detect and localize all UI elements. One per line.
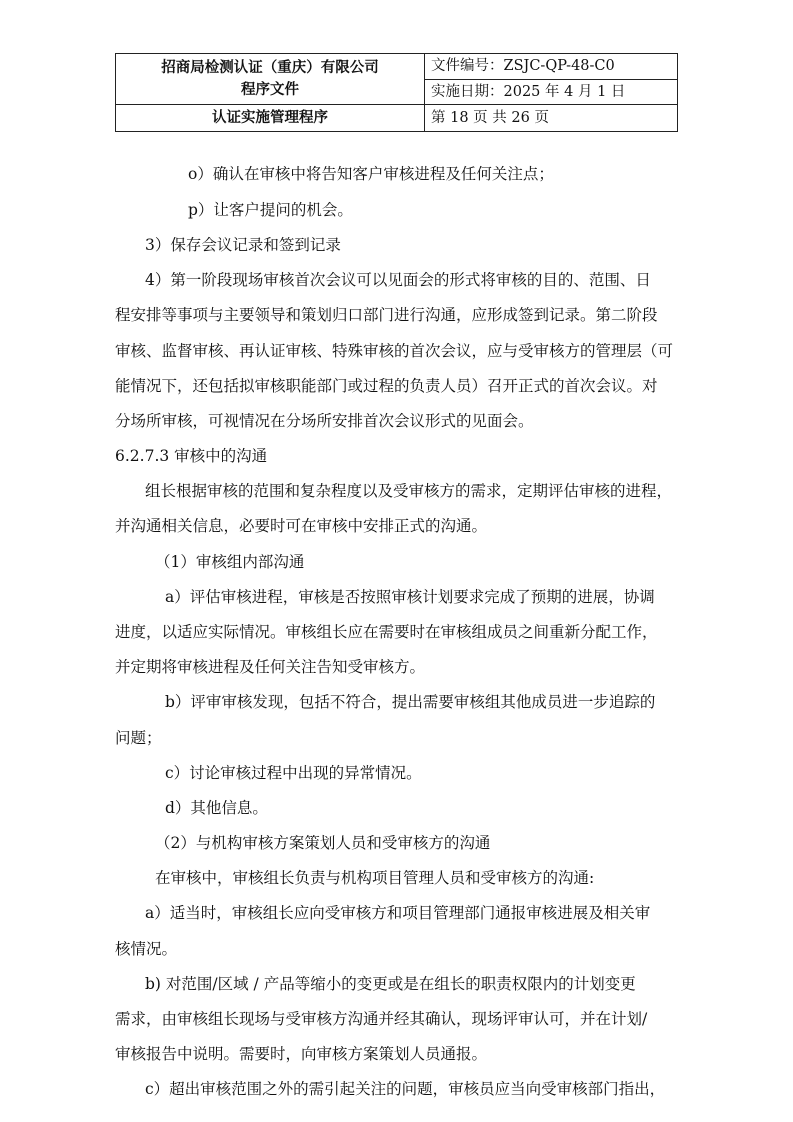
body-line: 审核、监督审核、再认证审核、特殊审核的首次会议，应与受审核方的管理层（可 xyxy=(115,342,674,360)
body-line: 能情况下，还包括拟审核职能部门或过程的负责人员）召开正式的首次会议。对 xyxy=(115,377,658,395)
body-line: 在审核中，审核组长负责与机构项目管理人员和受审核方的沟通: xyxy=(155,869,595,887)
subsection-heading: （2）与机构审核方案策划人员和受审核方的沟通 xyxy=(155,834,491,852)
body-line-p: p）让客户提问的机会。 xyxy=(188,201,353,219)
body-line: a）适当时，审核组长应向受审核方和项目管理部门通报审核进展及相关审 xyxy=(145,904,651,922)
body-line: 并沟通相关信息，必要时可在审核中安排正式的沟通。 xyxy=(115,517,488,535)
body-line: 3）保存会议记录和签到记录 xyxy=(145,236,341,254)
company-cell xyxy=(116,54,425,105)
body-line: 审核报告中说明。需要时，向审核方案策划人员通报。 xyxy=(115,1045,488,1063)
body-line: 核情况。 xyxy=(115,940,178,958)
body-line: 并定期将审核进程及任何关注告知受审核方。 xyxy=(115,658,426,676)
body-line: a）评估审核进程，审核是否按照审核计划要求完成了预期的进展，协调 xyxy=(165,588,655,606)
section-heading: 6.2.7.3 审核中的沟通 xyxy=(115,447,268,465)
document-header-table xyxy=(115,53,678,132)
effective-date: 实施日期：2025 年 4 月 1 日 xyxy=(425,79,678,105)
body-line: c）超出审核范围之外的需引起关注的问题，审核员应当向受审核部门指出， xyxy=(145,1080,666,1098)
body-line: 组长根据审核的范围和复杂程度以及受审核方的需求，定期评估审核的进程， xyxy=(145,482,673,500)
body-line: b）评审审核发现，包括不符合，提出需要审核组其他成员进一步追踪的 xyxy=(165,693,656,711)
body-line: 程安排等事项与主要领导和策划归口部门进行沟通，应形成签到记录。第二阶段 xyxy=(115,306,658,324)
body-line: 进度，以适应实际情况。审核组长应在需要时在审核组成员之间重新分配工作， xyxy=(115,623,658,641)
body-line: c）讨论审核过程中出现的异常情况。 xyxy=(165,764,422,782)
body-line: b) 对范围/区域 / 产品等缩小的变更或是在组长的职责权限内的计划变更 xyxy=(145,975,636,993)
company-name: 招商局检测认证（重庆）有限公司 xyxy=(161,59,379,76)
body-line: 需求，由审核组长现场与受审核方沟通并经其确认，现场评审认可，并在计划/ xyxy=(115,1010,648,1028)
document-number: 文件编号：ZSJC-QP-48-C0 xyxy=(425,54,678,80)
body-line-o: o）确认在审核中将告知客户审核进程及任何关注点； xyxy=(188,165,554,183)
document-title: 认证实施管理程序 xyxy=(116,105,425,132)
subsection-heading: （1）审核组内部沟通 xyxy=(155,553,305,571)
body-line: 分场所审核，可视情况在分场所安排首次会议形式的见面会。 xyxy=(115,412,534,430)
body-line: d）其他信息。 xyxy=(165,799,268,817)
page-info: 第 18 页 共 26 页 xyxy=(425,105,678,132)
body-line: 4）第一阶段现场审核首次会议可以见面会的形式将审核的目的、范围、日 xyxy=(145,271,651,289)
body-line: 问题； xyxy=(115,729,162,747)
document-type: 程序文件 xyxy=(241,81,299,98)
